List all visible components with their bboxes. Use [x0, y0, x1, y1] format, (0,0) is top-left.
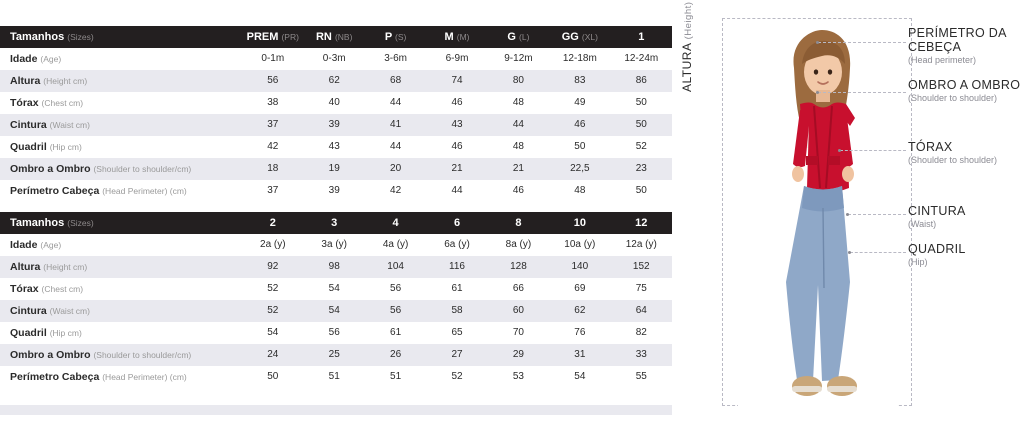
cell: 41: [365, 114, 426, 136]
cell: 54: [242, 322, 303, 344]
row-label: [0, 48, 242, 70]
row-label-text: Idade: [10, 239, 38, 251]
header-label-cell: [0, 212, 242, 234]
cell: 3a (y): [304, 234, 365, 256]
cell: 46: [426, 136, 487, 158]
header-size-cell: 4: [365, 212, 426, 234]
header-label-cell: [0, 26, 242, 48]
cell: 54: [304, 300, 365, 322]
cell: 44: [365, 136, 426, 158]
table-row: [0, 344, 672, 366]
row-label: [0, 114, 242, 136]
row-label-sub: (Age): [40, 54, 62, 64]
cell: 43: [426, 114, 487, 136]
row-label-text: Cintura: [10, 119, 47, 131]
leader-dot-chest: [838, 149, 841, 152]
header-size-cell: 2: [242, 212, 303, 234]
cell: 53: [488, 366, 549, 388]
row-label-sub: (Waist cm): [49, 120, 90, 130]
cell: 92: [242, 256, 303, 278]
cell: 54: [304, 278, 365, 300]
leader-dot-shoulder: [816, 91, 819, 94]
cell: 43: [304, 136, 365, 158]
cell: 56: [365, 278, 426, 300]
cell: 33: [611, 344, 672, 366]
cell: 50: [549, 136, 610, 158]
cell: 116: [426, 256, 487, 278]
table-row: [0, 300, 672, 322]
row-label-text: Tórax: [10, 97, 39, 109]
cell: 69: [549, 278, 610, 300]
leader-line-hip: [850, 252, 906, 253]
header-size-cell: 3: [304, 212, 365, 234]
leader-line-head: [818, 42, 906, 43]
cell: 51: [365, 366, 426, 388]
table-row: [0, 158, 672, 180]
row-label-sub: (Height cm): [43, 262, 88, 272]
cell: 2a (y): [242, 234, 303, 256]
header-size-sub: (XL): [581, 32, 598, 42]
header-size-sub: (NB): [334, 32, 353, 42]
row-label-sub: (Hip cm): [49, 142, 82, 152]
cell: 86: [611, 70, 672, 92]
cell: 98: [304, 256, 365, 278]
cell: 51: [304, 366, 365, 388]
cell: 9-12m: [488, 48, 549, 70]
row-label: [0, 366, 242, 388]
cell: 56: [304, 322, 365, 344]
cell: 75: [611, 278, 672, 300]
cell: 54: [549, 366, 610, 388]
row-label-sub: (Height cm): [43, 76, 88, 86]
row-label-text: Ombro a Ombro: [10, 349, 91, 361]
cell: 62: [549, 300, 610, 322]
leader-dot-waist: [846, 213, 849, 216]
table-row: [0, 322, 672, 344]
cell: 39: [304, 114, 365, 136]
cell: 19: [304, 158, 365, 180]
cell: 140: [549, 256, 610, 278]
row-label-text: Idade: [10, 53, 38, 65]
cell: 52: [426, 366, 487, 388]
header-label-sub: (Sizes): [67, 32, 94, 42]
callout-sub: (Waist): [908, 219, 937, 229]
row-label-text: Ombro a Ombro: [10, 163, 91, 175]
row-label-text: Altura: [10, 261, 41, 273]
cell: 48: [488, 136, 549, 158]
row-label-sub: (Hip cm): [49, 328, 82, 338]
header-size-main: 1: [638, 31, 645, 43]
row-label: [0, 180, 242, 202]
cell: 44: [488, 114, 549, 136]
cell: 76: [549, 322, 610, 344]
cell: 44: [426, 180, 487, 202]
header-size-cell: [488, 26, 549, 48]
height-axis-label-text: ALTURA: [680, 43, 694, 92]
row-label-text: Perímetro Cabeça: [10, 185, 100, 197]
callout-sub: (Hip): [908, 257, 928, 267]
table-row: [0, 48, 672, 70]
cell: 44: [365, 92, 426, 114]
cell: 0-1m: [242, 48, 303, 70]
cell: 46: [549, 114, 610, 136]
cell: 104: [365, 256, 426, 278]
header-size-sub: (L): [519, 32, 530, 42]
header-size-cell: [611, 26, 672, 48]
size-tables: [0, 26, 672, 415]
cell: 50: [611, 180, 672, 202]
header-size-main: PREM: [246, 31, 279, 43]
header-size-cell: 6: [426, 212, 487, 234]
cell: 48: [549, 180, 610, 202]
header-size-main: M: [444, 31, 454, 43]
cell: 3-6m: [365, 48, 426, 70]
leader-line-shoulder: [818, 92, 906, 93]
cell: 55: [611, 366, 672, 388]
row-label-sub: (Waist cm): [49, 306, 90, 316]
cell: 6-9m: [426, 48, 487, 70]
row-label: [0, 256, 242, 278]
cell: 31: [549, 344, 610, 366]
row-label-sub: (Head Perimeter) (cm): [102, 372, 187, 382]
callout-title: OMBRO A OMBRO: [908, 78, 1021, 92]
cell: 29: [488, 344, 549, 366]
callout-sub: (Head perimeter): [908, 55, 977, 65]
cell: 64: [611, 300, 672, 322]
cell: 61: [426, 278, 487, 300]
cell: 27: [426, 344, 487, 366]
row-label-text: Tórax: [10, 283, 39, 295]
callout-chest: [908, 140, 997, 165]
cell: 37: [242, 180, 303, 202]
size-table-baby: [0, 26, 672, 202]
row-label: [0, 136, 242, 158]
table-header-row: [0, 26, 672, 48]
cell: 52: [242, 300, 303, 322]
cell: 50: [611, 92, 672, 114]
cell: 52: [611, 136, 672, 158]
cell: 4a (y): [365, 234, 426, 256]
cell: 12-24m: [611, 48, 672, 70]
child-model-illustration: [738, 28, 898, 406]
callout-sub: (Shoulder to shoulder): [908, 93, 998, 103]
cell: 70: [488, 322, 549, 344]
height-axis-label: [680, 2, 694, 92]
cell: 42: [365, 180, 426, 202]
cell: 74: [426, 70, 487, 92]
row-label-sub: (Chest cm): [41, 98, 84, 108]
row-label-text: Perímetro Cabeça: [10, 371, 100, 383]
cell: 39: [304, 180, 365, 202]
cell: 23: [611, 158, 672, 180]
table-row: [0, 256, 672, 278]
table-row: [0, 70, 672, 92]
cell: 50: [242, 366, 303, 388]
cell: 128: [488, 256, 549, 278]
callout-title: CINTURA: [908, 204, 966, 218]
cell: 52: [242, 278, 303, 300]
callout-title: QUADRIL: [908, 242, 966, 256]
callout-shoulder-to-shoulder: [908, 78, 1020, 103]
height-axis-label-sub: (Height): [683, 1, 694, 40]
header-size-cell: 8: [488, 212, 549, 234]
row-label: [0, 322, 242, 344]
table-row: [0, 114, 672, 136]
callout-title: TÓRAX: [908, 140, 953, 154]
header-size-sub: (S): [395, 32, 407, 42]
cell: 50: [611, 114, 672, 136]
size-table-kids: [0, 212, 672, 415]
leader-dot-head: [816, 41, 819, 44]
header-size-main: G: [507, 31, 516, 43]
header-label: Tamanhos: [10, 31, 65, 43]
cell: 8a (y): [488, 234, 549, 256]
cell: 80: [488, 70, 549, 92]
callout-head-perimeter: [908, 26, 1024, 65]
row-label-sub: (Age): [40, 240, 62, 250]
table-row: [0, 366, 672, 388]
cell: 20: [365, 158, 426, 180]
cell: 42: [242, 136, 303, 158]
table-row: [0, 234, 672, 256]
row-label-sub: (Chest cm): [41, 284, 84, 294]
header-size-main: RN: [315, 31, 332, 43]
table-gap: [0, 202, 672, 212]
header-size-main: GG: [561, 31, 579, 43]
leader-dot-hip: [848, 251, 851, 254]
cell: 48: [488, 92, 549, 114]
header-size-sub: (M): [456, 32, 470, 42]
cell: 56: [242, 70, 303, 92]
row-label: [0, 278, 242, 300]
cell: 12a (y): [611, 234, 672, 256]
cell: 12-18m: [549, 48, 610, 70]
header-size-cell: 10: [549, 212, 610, 234]
row-label: [0, 92, 242, 114]
table-row: [0, 92, 672, 114]
row-label-sub: (Shoulder to shoulder/cm): [93, 164, 192, 174]
measurement-diagram: [680, 0, 1024, 431]
cell: 82: [611, 322, 672, 344]
header-size-sub: (PR): [281, 32, 299, 42]
row-label: [0, 158, 242, 180]
callout-sub: (Shoulder to shoulder): [908, 155, 998, 165]
cell: 65: [426, 322, 487, 344]
row-label-text: Altura: [10, 75, 41, 87]
cell: 58: [426, 300, 487, 322]
cell: 60: [488, 300, 549, 322]
cell: 66: [488, 278, 549, 300]
table-row: [0, 180, 672, 202]
callout-hip: [908, 242, 966, 267]
cell: 24: [242, 344, 303, 366]
leader-line-waist: [848, 214, 906, 215]
cell: 21: [488, 158, 549, 180]
header-size-cell: [426, 26, 487, 48]
callout-title: PERÍMETRO DA CEBEÇA: [908, 26, 1007, 54]
callout-waist: [908, 204, 966, 229]
header-size-cell: [242, 26, 303, 48]
table-row: [0, 136, 672, 158]
cell: 0-3m: [304, 48, 365, 70]
leader-line-chest: [840, 150, 906, 151]
cell: 40: [304, 92, 365, 114]
cell: 38: [242, 92, 303, 114]
cell: 18: [242, 158, 303, 180]
table-row: [0, 278, 672, 300]
cell: 68: [365, 70, 426, 92]
header-size-cell: [365, 26, 426, 48]
cell: 152: [611, 256, 672, 278]
row-label: [0, 344, 242, 366]
cell: 83: [549, 70, 610, 92]
row-label-text: Quadril: [10, 327, 47, 339]
cell: 56: [365, 300, 426, 322]
row-label: [0, 300, 242, 322]
table-header-row: [0, 212, 672, 234]
table-bottom-band: [0, 388, 672, 410]
cell: 25: [304, 344, 365, 366]
header-size-cell: [549, 26, 610, 48]
cell: 10a (y): [549, 234, 610, 256]
row-label-text: Cintura: [10, 305, 47, 317]
row-label: [0, 70, 242, 92]
row-label: [0, 234, 242, 256]
row-label-text: Quadril: [10, 141, 47, 153]
header-label-sub: (Sizes): [67, 218, 94, 228]
cell: 62: [304, 70, 365, 92]
cell: 37: [242, 114, 303, 136]
row-label-sub: (Shoulder to shoulder/cm): [93, 350, 192, 360]
header-size-main: P: [384, 31, 392, 43]
cell: 26: [365, 344, 426, 366]
cell: 49: [549, 92, 610, 114]
header-size-cell: 12: [611, 212, 672, 234]
cell: 22,5: [549, 158, 610, 180]
header-size-cell: [304, 26, 365, 48]
header-label: Tamanhos: [10, 217, 65, 229]
cell: 61: [365, 322, 426, 344]
cell: 46: [488, 180, 549, 202]
cell: 21: [426, 158, 487, 180]
cell: 46: [426, 92, 487, 114]
cell: 6a (y): [426, 234, 487, 256]
row-label-sub: (Head Perimeter) (cm): [102, 186, 187, 196]
